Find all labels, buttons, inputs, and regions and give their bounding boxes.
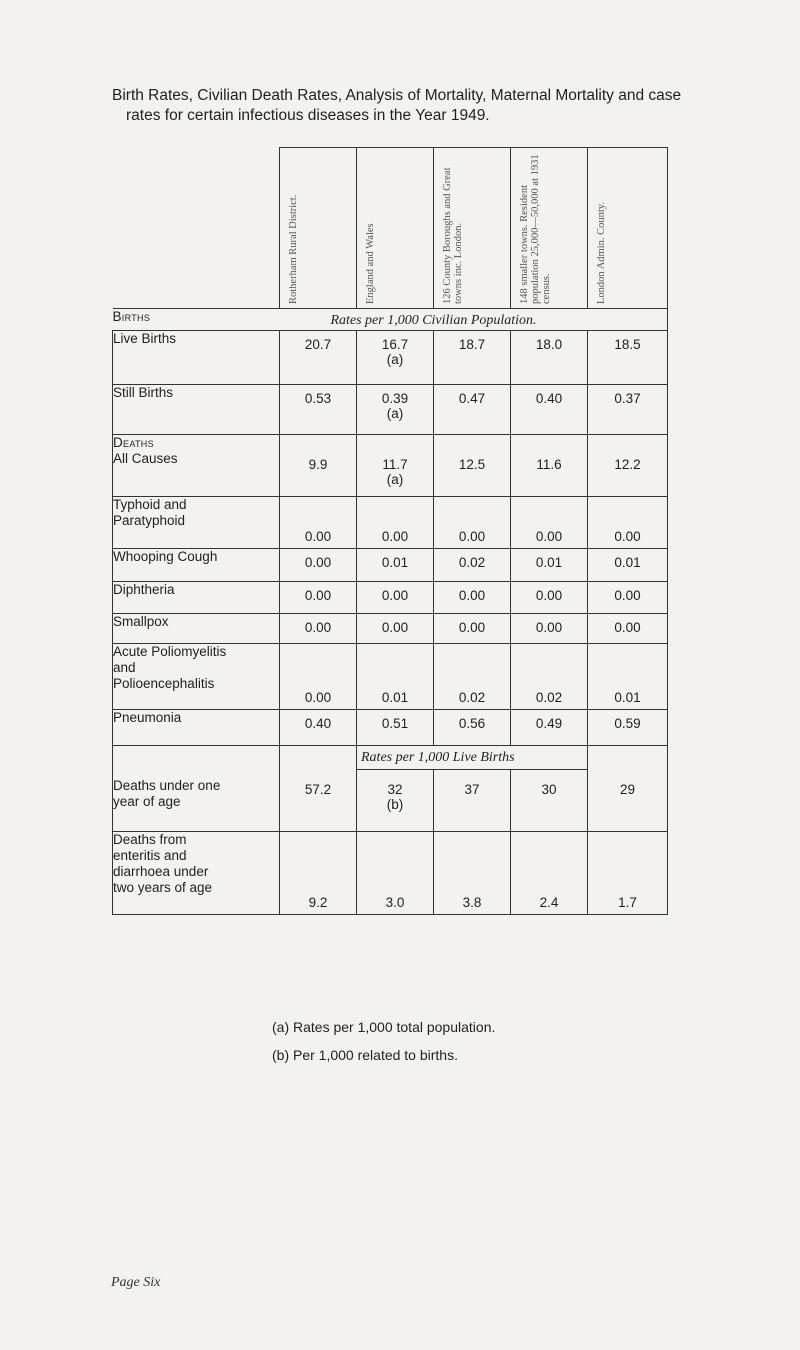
table-cell: 0.00 (588, 582, 668, 614)
table-cell: 0.59 (588, 710, 668, 746)
table-cell: 18.0 (511, 331, 588, 385)
table-cell: 0.56 (434, 710, 511, 746)
column-header: 148 smaller towns. Resident population 25,000—50,000 at 1931 census. (511, 148, 588, 309)
column-header: 126 County Boroughs and Great towns inc. London. (434, 148, 511, 309)
table-cell: 0.01 (357, 549, 434, 582)
table-cell: Live Births (113, 331, 280, 385)
table-cell: Typhoid and Paratyphoid (113, 497, 280, 549)
table-row (113, 832, 668, 915)
table-cell: Smallpox (113, 614, 280, 644)
footnotes (272, 1013, 495, 1069)
table-cell: Deaths under one year of age (113, 746, 280, 832)
table-cell: 0.00 (434, 497, 511, 549)
table-row (113, 497, 668, 549)
table-cell: 0.00 (357, 582, 434, 614)
table-cell: 0.00 (280, 582, 357, 614)
statistics-table (112, 147, 668, 915)
births-heading: Births (112, 309, 151, 324)
table-cell: 29 (588, 770, 668, 832)
table-row (113, 614, 668, 644)
title-line-2: rates for certain infectious diseases in the Year 1949. (126, 107, 490, 124)
table-cell: Still Births (113, 385, 280, 435)
rates-note: Rates per 1,000 Civilian Population. (280, 309, 588, 331)
table-cell: 0.47 (434, 385, 511, 435)
table-cell: 0.00 (511, 497, 588, 549)
page-number: Page Six (111, 1275, 161, 1290)
table-row (113, 582, 668, 614)
table-cell: 0.02 (511, 644, 588, 710)
table-cell: 12.2 (588, 435, 668, 497)
table-cell: 12.5 (434, 435, 511, 497)
column-header: London Admin. County. (588, 148, 668, 309)
table-cell: Whooping Cough (113, 549, 280, 582)
infant-rates-note-row (113, 746, 668, 770)
table-row (113, 385, 668, 435)
table-row (113, 549, 668, 582)
table-cell: Acute Poliomyelitis and Polioencephalitis (113, 644, 280, 710)
table-cell: 0.01 (588, 644, 668, 710)
table-cell: 37 (434, 770, 511, 832)
infant-rates-note: Rates per 1,000 Live Births (357, 746, 588, 770)
table-cell: Deaths All Causes (113, 435, 280, 497)
table-cell: 0.02 (434, 549, 511, 582)
footnote-a: (a) Rates per 1,000 total population. (272, 1019, 496, 1035)
table-cell: 11.6 (511, 435, 588, 497)
table-cell: 2.4 (511, 832, 588, 915)
table-cell (588, 746, 668, 770)
table-cell: 0.00 (280, 614, 357, 644)
table-row (113, 644, 668, 710)
table-cell: 0.01 (357, 644, 434, 710)
table-cell: 0.00 (280, 644, 357, 710)
table-cell: 0.00 (511, 614, 588, 644)
table-cell: 0.00 (434, 582, 511, 614)
table-cell: 0.00 (280, 549, 357, 582)
table-cell (113, 148, 280, 309)
table-cell: 0.00 (588, 497, 668, 549)
table-cell: 3.8 (434, 832, 511, 915)
table-cell: 0.53 (280, 385, 357, 435)
table-cell: 18.5 (588, 331, 668, 385)
table-cell: 0.01 (588, 549, 668, 582)
table-cell: 0.37 (588, 385, 668, 435)
page-title (112, 86, 752, 126)
column-header: Rotherham Rural District. (280, 148, 357, 309)
table-cell: 0.00 (357, 614, 434, 644)
table-cell: Deaths from enteritis and diarrhoea under two years of age (113, 832, 280, 915)
table-cell: 11.7 (a) (357, 435, 434, 497)
column-header: England and Wales (357, 148, 434, 309)
table-cell: Diphtheria (113, 582, 280, 614)
table-row (113, 435, 668, 497)
table-cell: 9.2 (280, 832, 357, 915)
table-row (113, 710, 668, 746)
table-cell: 3.0 (357, 832, 434, 915)
table-row (113, 331, 668, 385)
table-cell: 1.7 (588, 832, 668, 915)
table-cell: 0.40 (280, 710, 357, 746)
table-cell: 0.00 (511, 582, 588, 614)
table-cell: 0.51 (357, 710, 434, 746)
table-cell: 0.02 (434, 644, 511, 710)
column-header-row (113, 148, 668, 309)
table-cell: 30 (511, 770, 588, 832)
table-cell: 20.7 (280, 331, 357, 385)
table-cell: 0.40 (511, 385, 588, 435)
table-cell: 0.00 (357, 497, 434, 549)
table-cell (588, 309, 668, 331)
table-cell: 18.7 (434, 331, 511, 385)
births-header-row (113, 309, 668, 331)
table-cell: 32 (b) (357, 770, 434, 832)
table-cell: 0.49 (511, 710, 588, 746)
footnote-b: (b) Per 1,000 related to births. (272, 1047, 458, 1063)
table-cell: 0.00 (434, 614, 511, 644)
title-line-1: Birth Rates, Civilian Death Rates, Analysis of Mortality, Maternal Mortality and case (112, 87, 682, 104)
table-cell: 0.00 (280, 497, 357, 549)
table-cell: 0.00 (588, 614, 668, 644)
table-cell: 16.7 (a) (357, 331, 434, 385)
table-cell: Pneumonia (113, 710, 280, 746)
table-cell: 57.2 (280, 770, 357, 832)
table-cell: 0.39 (a) (357, 385, 434, 435)
table-cell (280, 746, 357, 770)
table-cell: 0.01 (511, 549, 588, 582)
table-cell: 9.9 (280, 435, 357, 497)
